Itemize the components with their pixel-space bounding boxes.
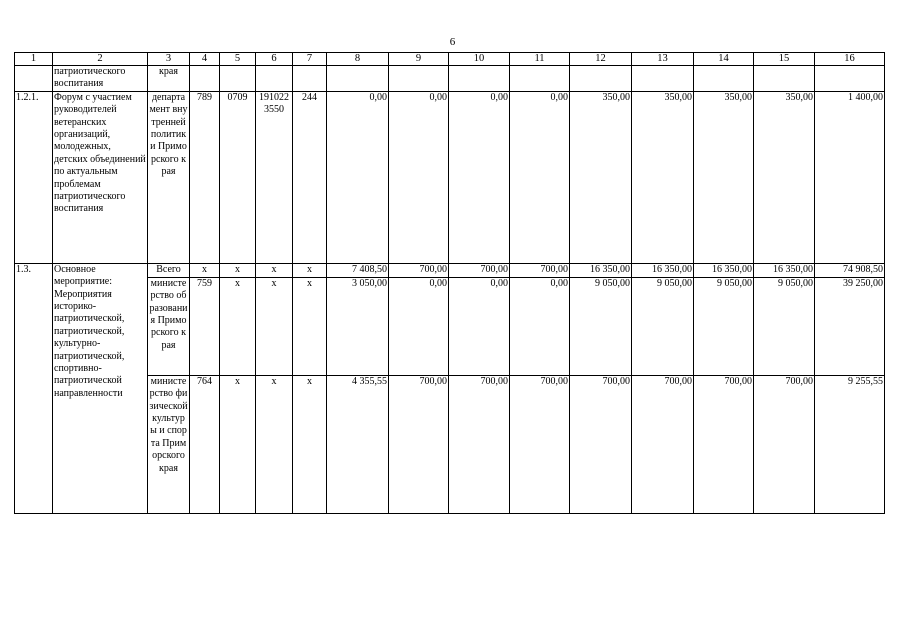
table-row-continuation [15, 66, 885, 92]
header-cell: 11 [510, 53, 570, 66]
table-cell-amount: 9 050,00 [570, 277, 632, 375]
table-cell-amount: 16 350,00 [632, 263, 694, 277]
table-cell-amount: 700,00 [754, 375, 815, 513]
header-cell: 6 [256, 53, 293, 66]
table-cell-executor: Всего [148, 263, 190, 277]
table-cell-executor: министерство физической культуры и спорта Приморского края [148, 375, 190, 513]
table-cell [694, 66, 754, 92]
table-cell-amount: 7 408,50 [327, 263, 389, 277]
header-cell: 3 [148, 53, 190, 66]
table-cell-code: х [293, 263, 327, 277]
table-cell-amount: 16 350,00 [570, 263, 632, 277]
page-number: 6 [449, 36, 456, 48]
table-cell [389, 66, 449, 92]
table-row-1-2-1 [15, 91, 885, 263]
table-cell-code: х [256, 263, 293, 277]
table-cell-code: 759 [190, 277, 220, 375]
table-cell [190, 66, 220, 92]
table-cell-amount: 0,00 [389, 277, 449, 375]
table-cell-executor: края [148, 66, 190, 92]
table-cell-amount: 350,00 [754, 91, 815, 263]
table-cell-code: х [256, 277, 293, 375]
table-cell-amount: 4 355,55 [327, 375, 389, 513]
table-cell [256, 66, 293, 92]
header-cell: 12 [570, 53, 632, 66]
table-cell-name: патриотического воспитания [53, 66, 148, 92]
table-cell-amount: 0,00 [449, 91, 510, 263]
table-cell [449, 66, 510, 92]
table-cell-amount: 9 255,55 [815, 375, 885, 513]
table-cell-amount: 700,00 [449, 263, 510, 277]
table-cell-code: х [293, 375, 327, 513]
header-cell: 1 [15, 53, 53, 66]
header-cell: 16 [815, 53, 885, 66]
table-cell-amount: 9 050,00 [632, 277, 694, 375]
header-cell: 4 [190, 53, 220, 66]
table-cell-code: х [220, 277, 256, 375]
table-cell-amount: 350,00 [694, 91, 754, 263]
table-cell-amount: 0,00 [389, 91, 449, 263]
header-cell: 13 [632, 53, 694, 66]
table-cell-amount: 700,00 [510, 263, 570, 277]
table-cell [293, 66, 327, 92]
header-cell: 2 [53, 53, 148, 66]
table-cell-amount: 700,00 [632, 375, 694, 513]
table-cell [570, 66, 632, 92]
budget-table [14, 52, 885, 514]
table-cell-amount: 700,00 [389, 375, 449, 513]
table-cell-code: 0709 [220, 91, 256, 263]
table-cell-executor: департамент внутренней политики Приморского края [148, 91, 190, 263]
table-cell-amount: 350,00 [570, 91, 632, 263]
table-cell [15, 66, 53, 92]
table-cell-code: х [220, 375, 256, 513]
table-cell-amount: 700,00 [449, 375, 510, 513]
table-cell-amount: 16 350,00 [694, 263, 754, 277]
table-cell-amount: 74 908,50 [815, 263, 885, 277]
table-cell-number: 1.3. [15, 263, 53, 513]
table-cell-amount: 9 050,00 [694, 277, 754, 375]
table-cell [327, 66, 389, 92]
table-cell [510, 66, 570, 92]
header-cell: 8 [327, 53, 389, 66]
table-cell-amount: 16 350,00 [754, 263, 815, 277]
table-cell-amount: 350,00 [632, 91, 694, 263]
table-cell-amount: 700,00 [389, 263, 449, 277]
table-cell-amount: 0,00 [327, 91, 389, 263]
table-cell-name: Основное мероприятие: Мероприятия историко-патриотической, патриотической, культурно-патриотической, спортивно-патриотической направленности [53, 263, 148, 513]
table-cell [220, 66, 256, 92]
table-row-1-3-total [15, 263, 885, 277]
table-cell-code: 764 [190, 375, 220, 513]
table-cell [632, 66, 694, 92]
table-cell-amount: 1 400,00 [815, 91, 885, 263]
table-cell-code: 789 [190, 91, 220, 263]
table-cell-amount: 3 050,00 [327, 277, 389, 375]
table-cell-amount: 700,00 [694, 375, 754, 513]
table-cell [754, 66, 815, 92]
table-cell-code: 244 [293, 91, 327, 263]
header-cell: 15 [754, 53, 815, 66]
header-cell: 5 [220, 53, 256, 66]
table-cell-code: х [190, 263, 220, 277]
table-cell-amount: 700,00 [570, 375, 632, 513]
table-cell-code: х [220, 263, 256, 277]
table-cell-amount: 0,00 [510, 277, 570, 375]
table-cell-amount: 0,00 [510, 91, 570, 263]
table-cell-code: х [256, 375, 293, 513]
table-cell-name: Форум с участием руководителей ветеранских организаций, молодежных, детских объединений по актуальным проблемам патриотического воспитания [53, 91, 148, 263]
header-cell: 7 [293, 53, 327, 66]
table-cell-code: 1910223550 [256, 91, 293, 263]
header-cell: 10 [449, 53, 510, 66]
table-cell [815, 66, 885, 92]
table-cell-number: 1.2.1. [15, 91, 53, 263]
header-cell: 9 [389, 53, 449, 66]
table-cell-executor: министерство образования Приморского края [148, 277, 190, 375]
table-cell-amount: 700,00 [510, 375, 570, 513]
header-row [15, 53, 885, 66]
header-cell: 14 [694, 53, 754, 66]
table-cell-code: х [293, 277, 327, 375]
table-cell-amount: 9 050,00 [754, 277, 815, 375]
table-cell-amount: 0,00 [449, 277, 510, 375]
table-cell-amount: 39 250,00 [815, 277, 885, 375]
